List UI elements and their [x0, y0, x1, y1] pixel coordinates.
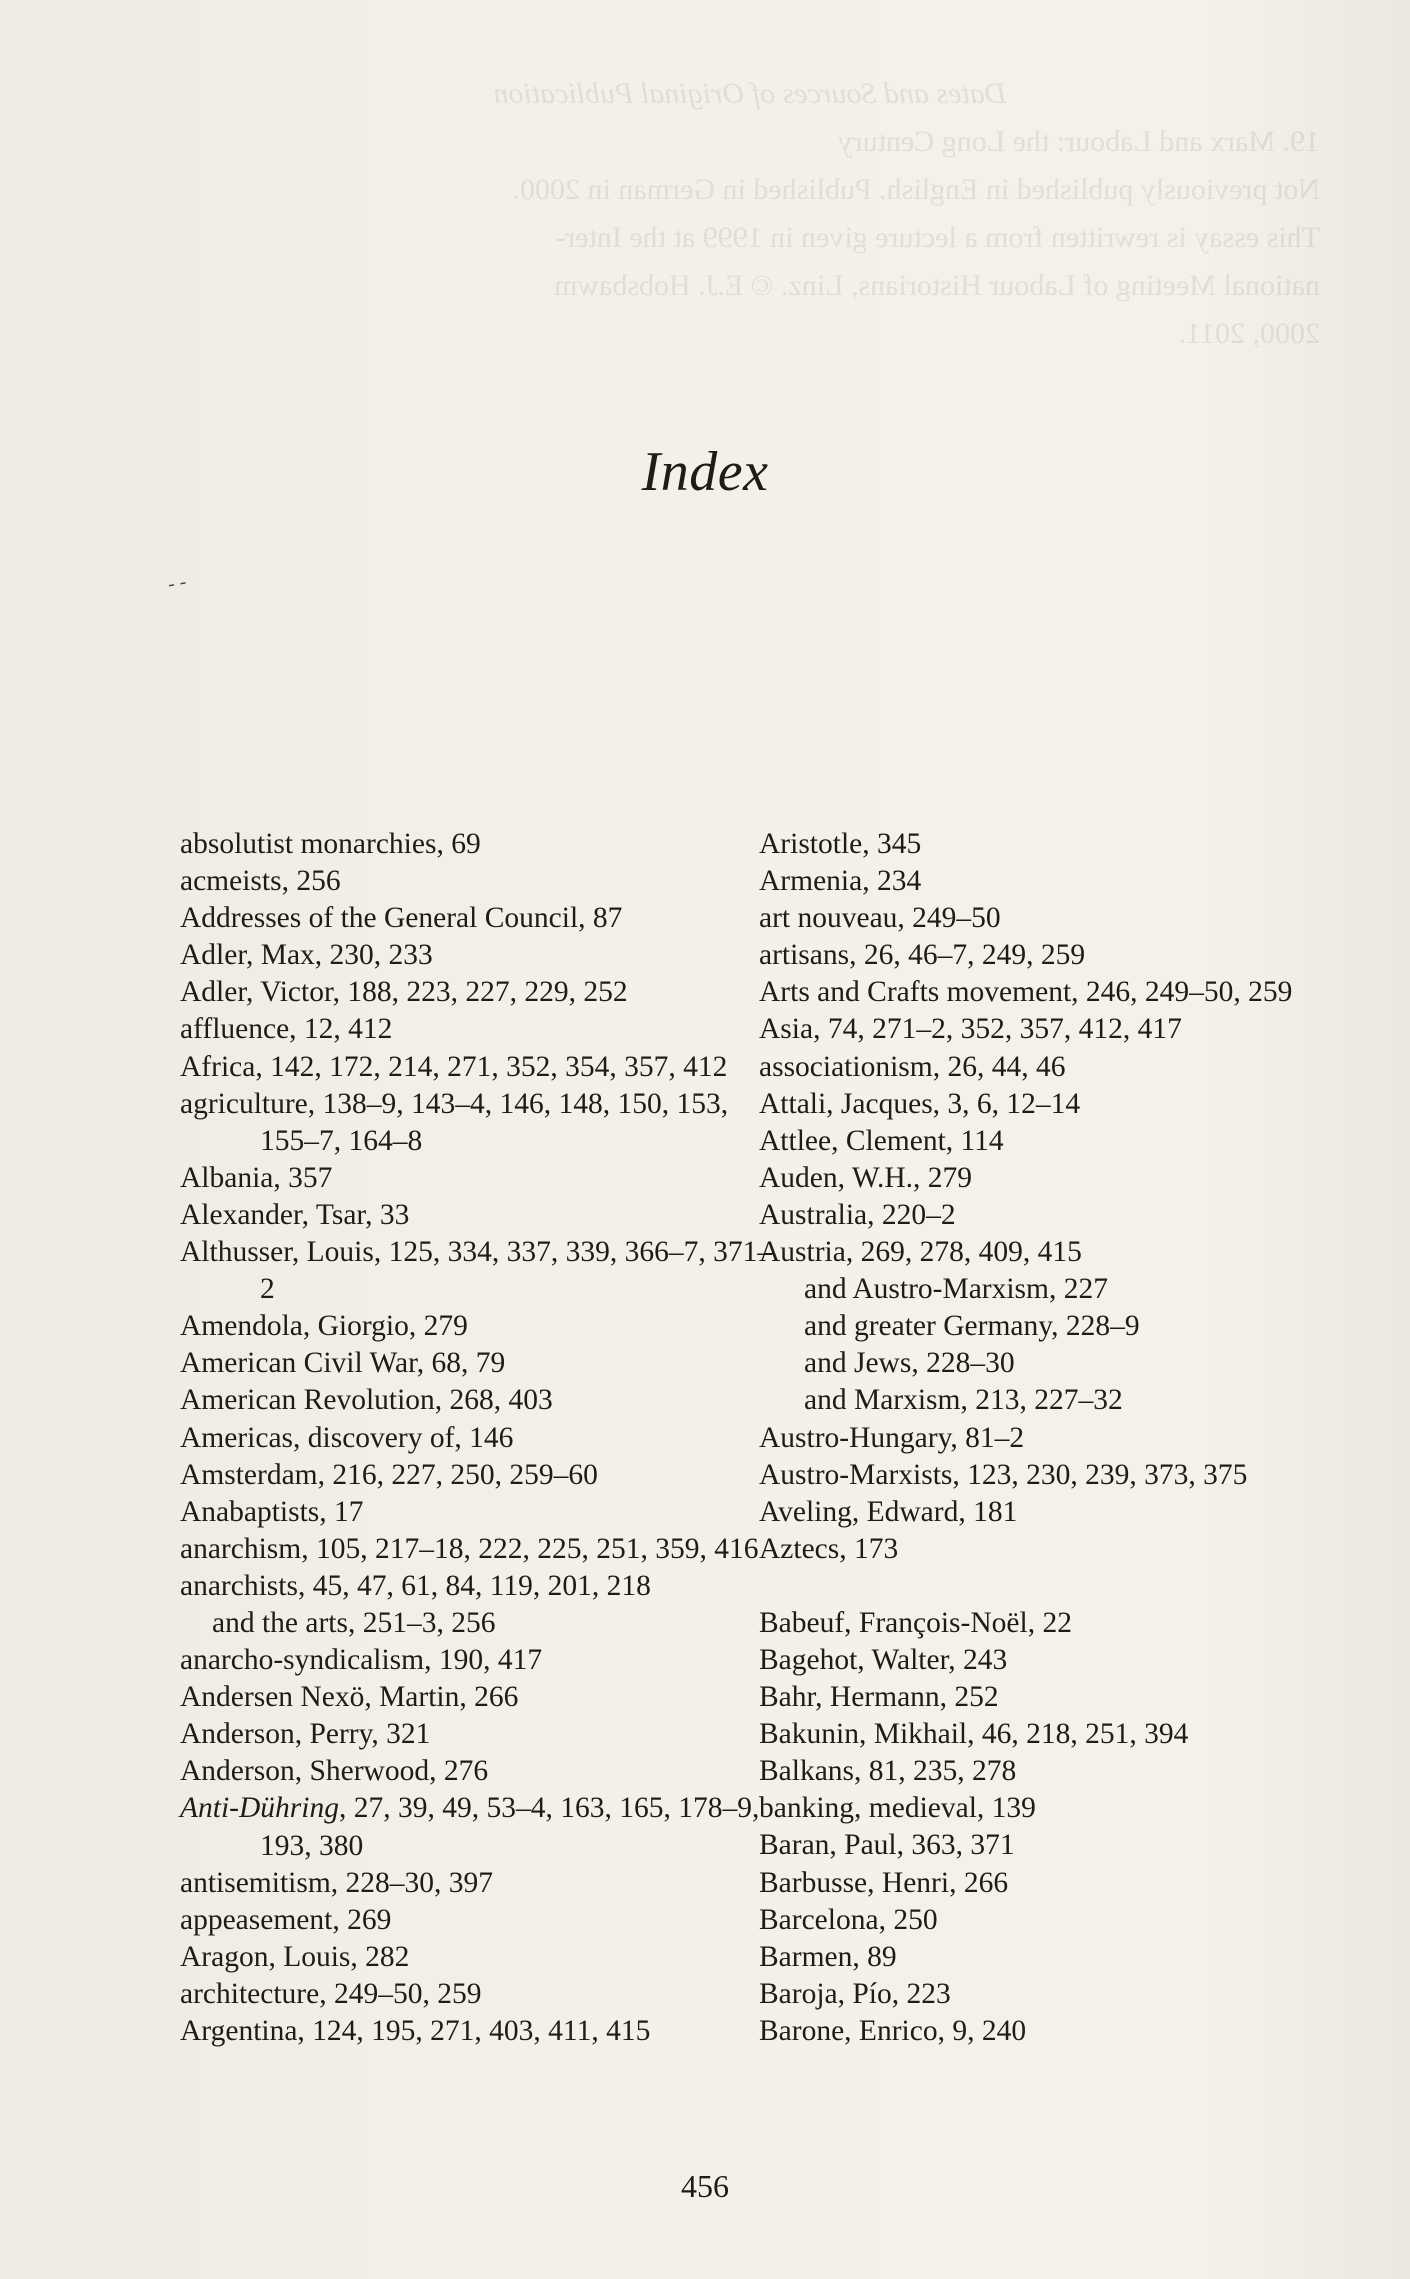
index-entry: Africa, 142, 172, 214, 271, 352, 354, 357, 412: [180, 1050, 728, 1083]
index-entry: anarcho-syndicalism, 190, 417: [180, 1644, 543, 1677]
index-entry: [180, 1790, 780, 1864]
index-entry: Australia, 220–2: [759, 1198, 956, 1231]
show-through-lines: [180, 118, 1320, 358]
index-entry: Addresses of the General Council, 87: [180, 902, 623, 935]
index-entry: Babeuf, François-Noël, 22: [759, 1606, 1072, 1639]
index-column-left: [180, 826, 780, 2050]
index-entry: Amendola, Giorgio, 279: [180, 1310, 468, 1343]
index-entry: Aztecs, 173: [759, 1532, 899, 1565]
index-column-right: [759, 826, 1359, 2050]
index-entry: art nouveau, 249–50: [759, 902, 1001, 935]
index-entry: and greater Germany, 228–9: [804, 1310, 1140, 1343]
index-entry: Adler, Max, 230, 233: [180, 939, 433, 972]
index-entry: and Austro-Marxism, 227: [804, 1273, 1108, 1306]
index-entry: affluence, 12, 412: [180, 1013, 393, 1046]
index-entry: Adler, Victor, 188, 223, 227, 229, 252: [180, 976, 628, 1009]
index-entry: Attali, Jacques, 3, 6, 12–14: [759, 1087, 1081, 1120]
index-entry: Arts and Crafts movement, 246, 249–50, 259: [759, 976, 1293, 1009]
index-entry: Austro-Marxists, 123, 230, 239, 373, 375: [759, 1458, 1248, 1491]
index-entry: associationism, 26, 44, 46: [759, 1050, 1066, 1083]
index-entry: Asia, 74, 271–2, 352, 357, 412, 417: [759, 1013, 1182, 1046]
index-entry: Althusser, Louis, 125, 334, 337, 339, 366–7, 371–2: [180, 1236, 773, 1306]
index-entry: and Jews, 228–30: [804, 1347, 1015, 1380]
index-entry: Albania, 357: [180, 1161, 333, 1194]
index-entry-title: Anti-Dühring: [180, 1792, 339, 1825]
index-entry: antisemitism, 228–30, 397: [180, 1866, 494, 1899]
index-entry: Bagehot, Walter, 243: [759, 1643, 1008, 1676]
index-entry: Aristotle, 345: [759, 828, 922, 860]
index-entry: American Revolution, 268, 403: [180, 1384, 553, 1417]
index-entry: Andersen Nexö, Martin, 266: [180, 1681, 519, 1714]
index-entry: Austria, 269, 278, 409, 415: [759, 1236, 1082, 1269]
index-entry: and the arts, 251–3, 256: [212, 1606, 496, 1639]
index-letter-gap: [759, 1568, 1359, 1605]
show-through-line: Not previously published in English. Published in German in 2000.: [512, 173, 1320, 206]
show-through-line: national Meeting of Labour Historians, Linz. © E.J. Hobsbawm: [554, 269, 1320, 302]
index-entry: Balkans, 81, 235, 278: [759, 1755, 1017, 1788]
index-entry-pages: , 27, 39, 49, 53–4, 163, 165, 178–9, 193, 380: [260, 1792, 760, 1862]
index-entry: artisans, 26, 46–7, 249, 259: [759, 939, 1086, 972]
show-through-heading: Dates and Sources of Original Publication: [493, 77, 1007, 110]
index-entry: Barmen, 89: [759, 1940, 897, 1973]
index-entry: Americas, discovery of, 146: [180, 1421, 514, 1454]
index-entry: Baroja, Pío, 223: [759, 1977, 951, 2010]
index-entry: absolutist monarchies, 69: [180, 828, 481, 860]
index-entry: agriculture, 138–9, 143–4, 146, 148, 150, 153, 155–7, 164–8: [180, 1087, 729, 1157]
index-entry: Baran, Paul, 363, 371: [759, 1829, 1015, 1862]
index-entry: Anderson, Sherwood, 276: [180, 1755, 489, 1788]
index-entry: American Civil War, 68, 79: [180, 1347, 506, 1380]
index-entry: and Marxism, 213, 227–32: [804, 1384, 1123, 1417]
index-entry: anarchists, 45, 47, 61, 84, 119, 201, 218: [180, 1569, 651, 1602]
index-entry: Aveling, Edward, 181: [759, 1495, 1018, 1528]
index-entry: acmeists, 256: [180, 865, 341, 898]
index-entry: Amsterdam, 216, 227, 250, 259–60: [180, 1458, 598, 1491]
page-number: 456: [681, 2168, 729, 2204]
index-entry: Barone, Enrico, 9, 240: [759, 2014, 1027, 2047]
index-entry: Auden, W.H., 279: [759, 1161, 973, 1194]
page-title: Index: [641, 441, 769, 503]
index-entry: Austro-Hungary, 81–2: [759, 1421, 1025, 1454]
index-entry: Armenia, 234: [759, 865, 922, 898]
index-entry: Barbusse, Henri, 266: [759, 1866, 1009, 1899]
index-entry: anarchism, 105, 217–18, 222, 225, 251, 359, 416: [180, 1532, 759, 1565]
index-entry: Alexander, Tsar, 33: [180, 1198, 410, 1231]
index-entry: Anderson, Perry, 321: [180, 1718, 431, 1751]
index-entry: Anabaptists, 17: [180, 1495, 364, 1528]
index-entry: architecture, 249–50, 259: [180, 1977, 482, 2010]
index-entry: Argentina, 124, 195, 271, 403, 411, 415: [180, 2015, 651, 2047]
index-entry: Bahr, Hermann, 252: [759, 1681, 999, 1714]
stray-mark: - -: [166, 570, 189, 596]
index-entry: Aragon, Louis, 282: [180, 1940, 410, 1973]
show-through-line: 19. Marx and Labour: the Long Century: [837, 125, 1320, 158]
show-through-line: This essay is rewritten from a lecture given in 1999 at the Inter-: [555, 221, 1320, 254]
index-entry: banking, medieval, 139: [759, 1792, 1036, 1825]
index-entry: Attlee, Clement, 114: [759, 1124, 1004, 1157]
show-through-line: 2000, 2011.: [1178, 317, 1320, 350]
index-entry: appeasement, 269: [180, 1903, 392, 1936]
index-entry: Barcelona, 250: [759, 1903, 938, 1936]
show-through-text: [180, 70, 1320, 358]
index-entry: Bakunin, Mikhail, 46, 218, 251, 394: [759, 1718, 1189, 1751]
